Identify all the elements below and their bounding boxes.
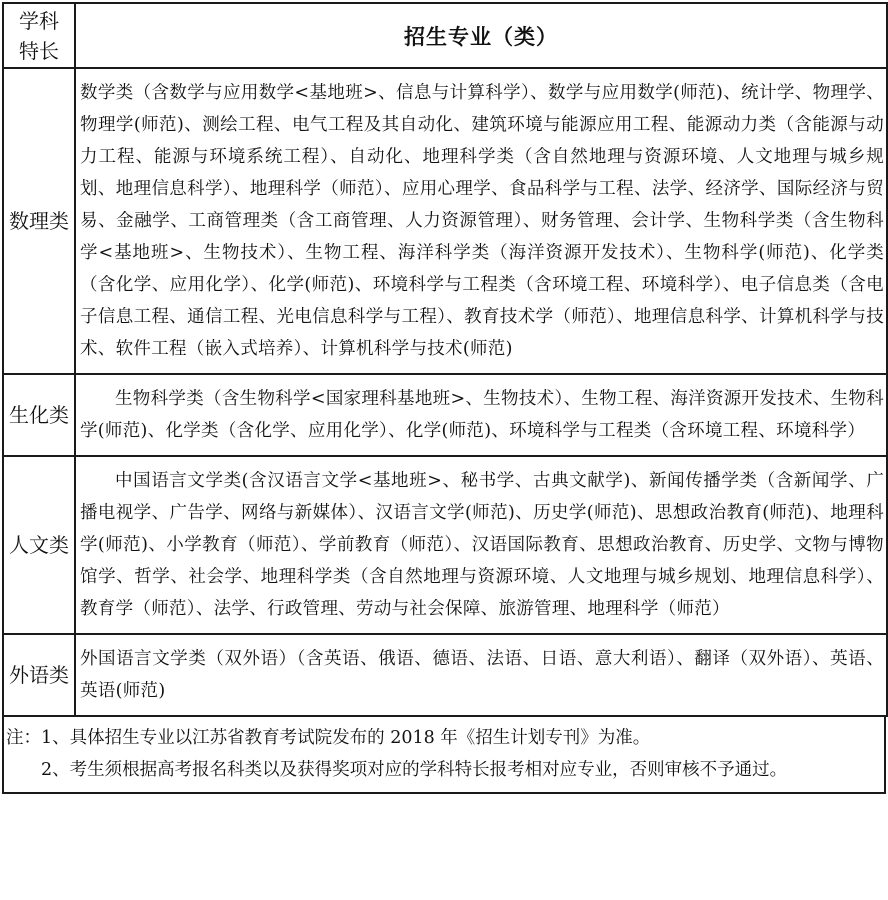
note-line-2: 2、考生须根据高考报名科类以及获得奖项对应的学科特长报考相对应专业，否则审核不予通过。 [41,760,788,780]
majors-table [2,2,888,717]
header-major-label: 招生专业（类） [404,23,558,49]
category-cell: 人文类 [3,456,75,634]
table-row [3,374,887,456]
majors-cell: 中国语言文学类(含汉语言文学<基地班>、秘书学、古典文献学)、新闻传播学类（含新闻学、广播电视学、广告学、网络与新媒体）、汉语言文学(师范)、历史学(师范)、思想政治教育(师范)、地理科学(师范)、小学教育（师范）、学前教育（师范）、汉语国际教育、思想政治教育、历史学、文物与博物馆学、哲学、社会学、地理科学类（含自然地理与资源环境、人文地理与城乡规划、地理信息科学）、教育学（师范）、法学、行政管理、劳动与社会保障、旅游管理、地理科学（师范） [75,456,887,634]
table-header-row [3,3,887,68]
table-row [3,68,887,374]
header-major [75,3,887,68]
notes-box [2,716,886,794]
category-cell: 外语类 [3,634,75,716]
table-row [3,456,887,634]
header-category-label: 学科 特长 [19,8,59,63]
majors-cell: 外国语言文学类（双外语）（含英语、俄语、德语、法语、日语、意大利语）、翻译（双外语）、英语、英语(师范) [75,634,887,716]
table-row [3,634,887,716]
notes-section [2,716,886,794]
majors-cell: 生物科学类（含生物科学<国家理科基地班>、生物技术）、生物工程、海洋资源开发技术、生物科学(师范)、化学类（含化学、应用化学）、化学(师范)、环境科学与工程类（含环境工程、环境科学） [75,374,887,456]
majors-cell: 数学类（含数学与应用数学<基地班>、信息与计算科学）、数学与应用数学(师范)、统计学、物理学、物理学(师范)、测绘工程、电气工程及其自动化、建筑环境与能源应用工程、能源动力类（含能源与动力工程、能源与环境系统工程）、自动化、地理科学类（含自然地理与资源环境、人文地理与城乡规划、地理信息科学）、地理科学（师范）、应用心理学、食品科学与工程、法学、经济学、国际经济与贸易、金融学、工商管理类（含工商管理、人力资源管理）、财务管理、会计学、生物科学类（含生物科学<基地班>、生物技术）、生物工程、海洋科学类（海洋资源开发技术）、生物科学(师范)、化学类（含化学、应用化学）、化学(师范)、环境科学与工程类（含环境工程、环境科学）、电子信息类（含电子信息工程、通信工程、光电信息科学与工程）、教育技术学（师范）、地理信息科学、计算机科学与技术、软件工程（嵌入式培养）、计算机科学与技术(师范) [75,68,887,374]
category-cell: 数理类 [3,68,75,374]
note-line-1: 注：1、具体招生专业以江苏省教育考试院发布的 2018 年《招生计划专刊》为准。 [6,728,651,748]
category-cell: 生化类 [3,374,75,456]
header-category [3,3,75,68]
